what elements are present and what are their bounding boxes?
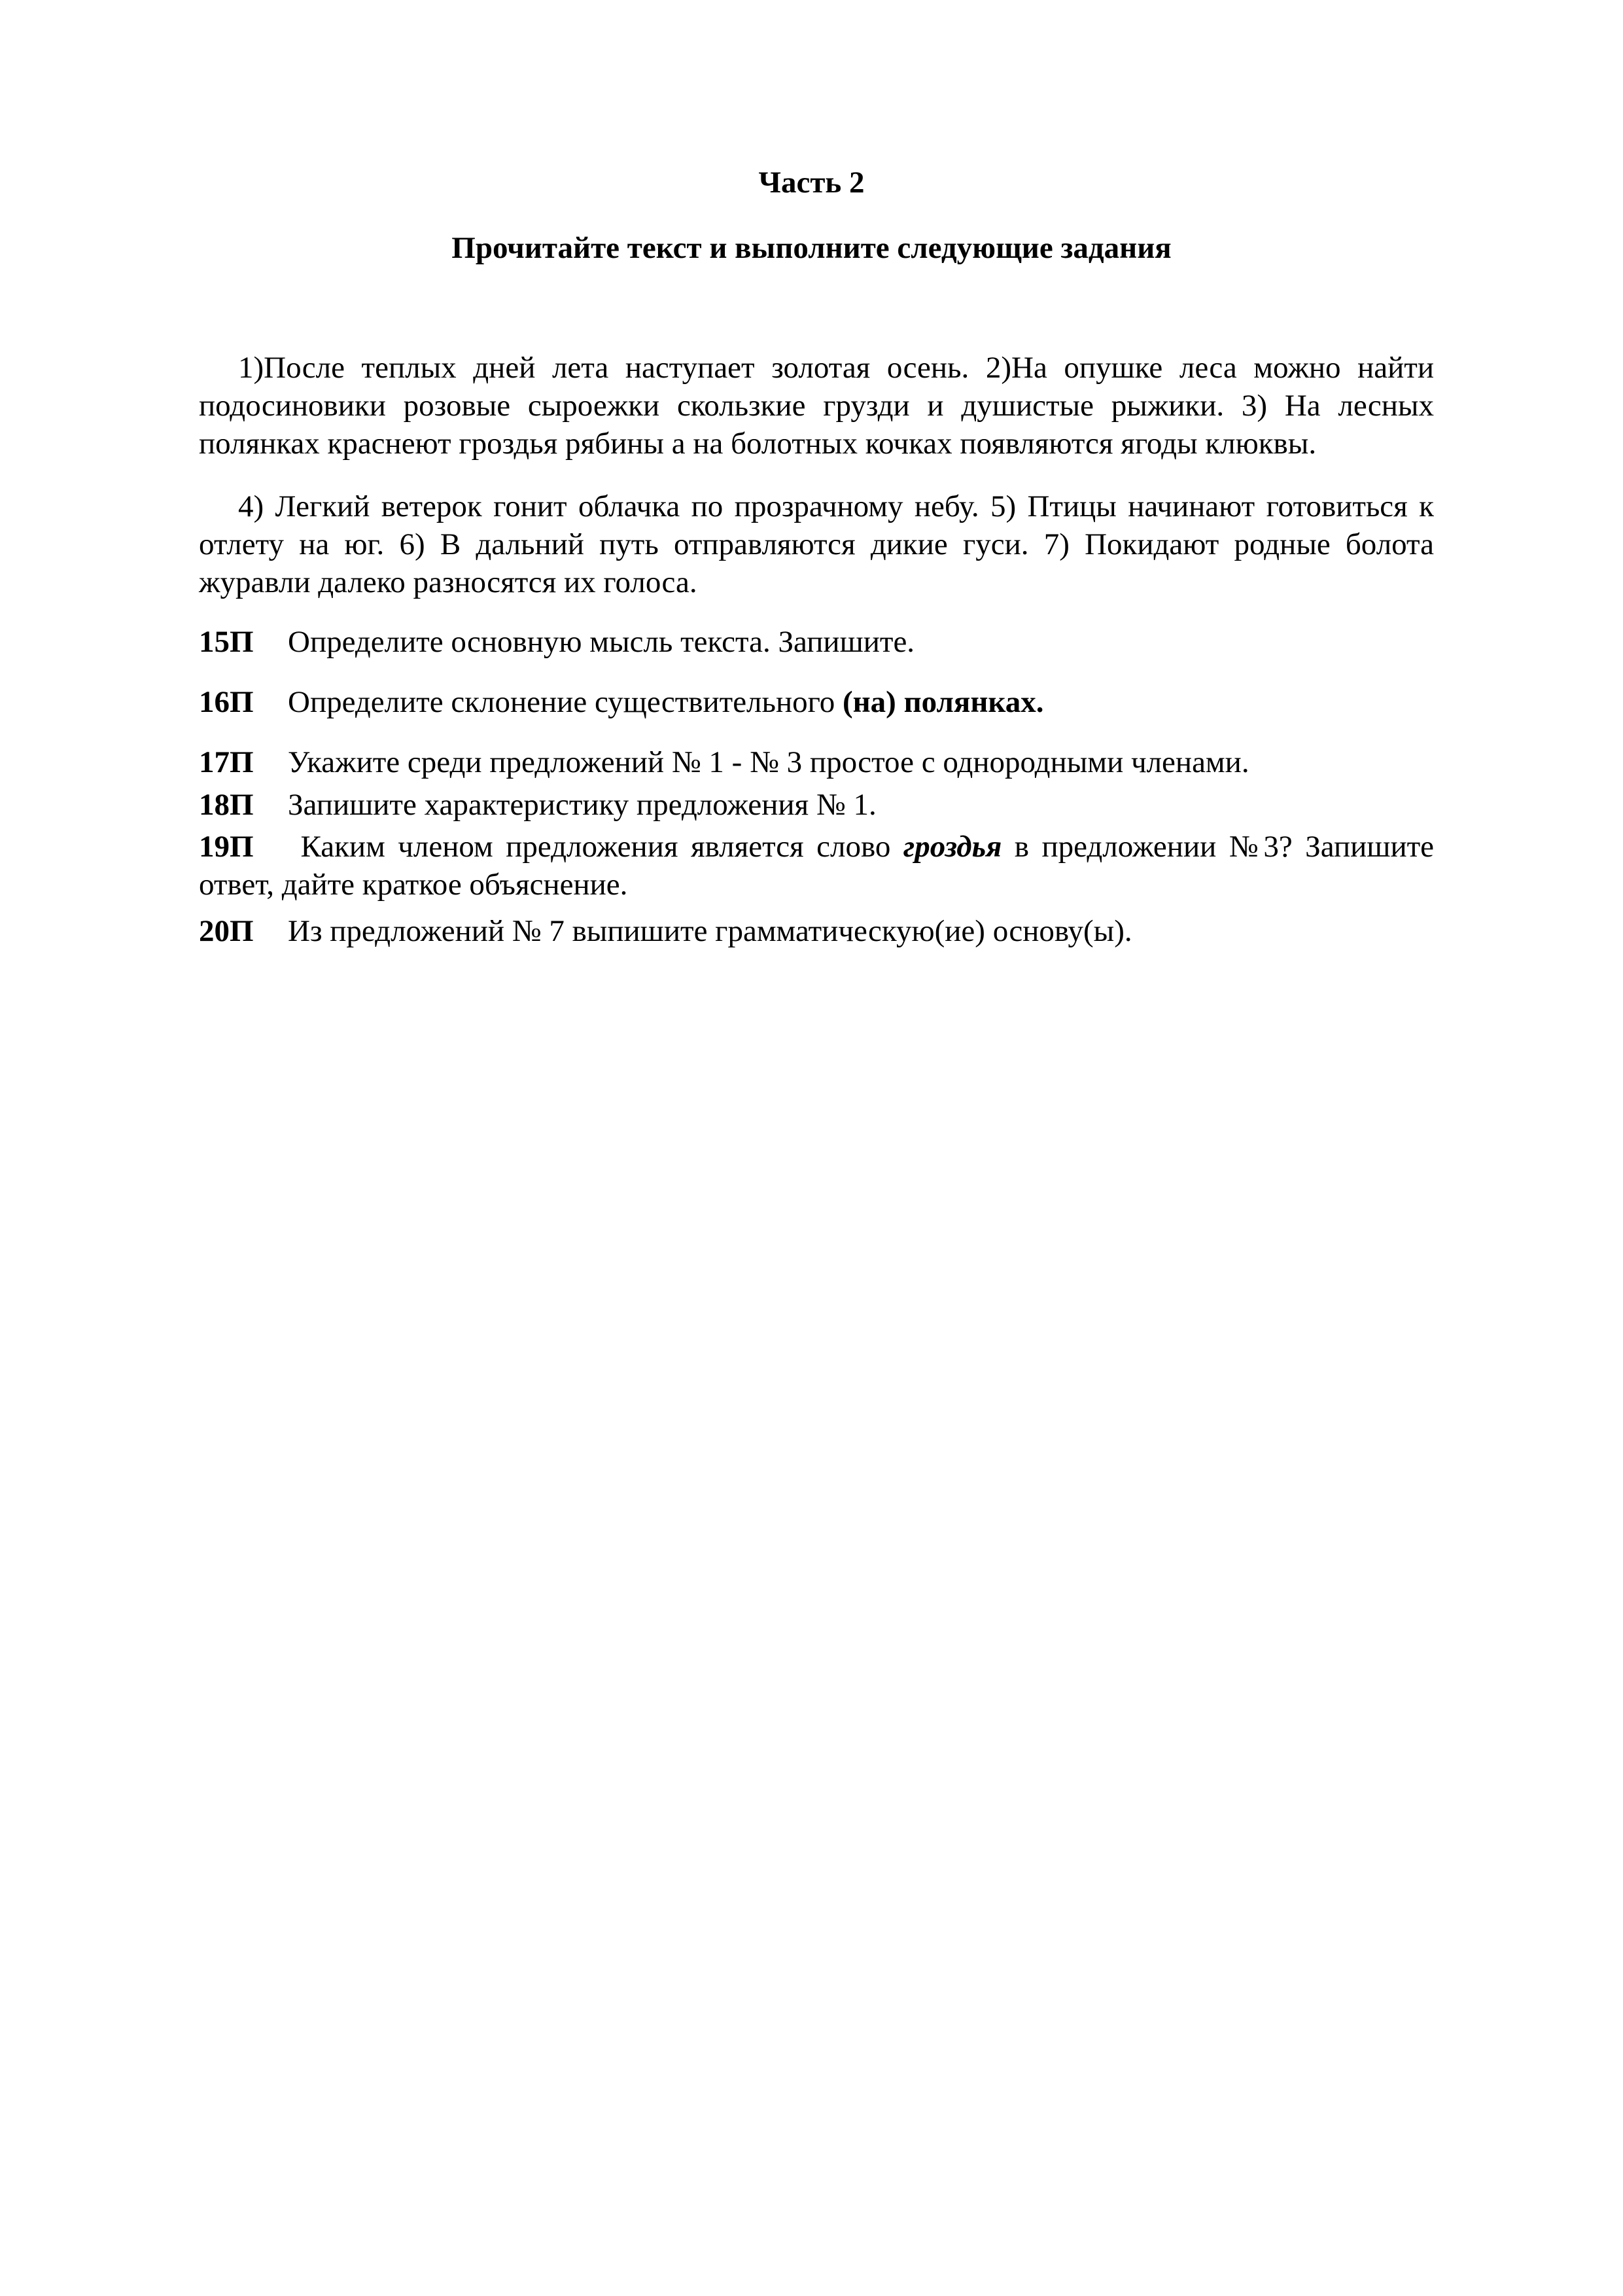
task-number: 20П (199, 914, 254, 948)
task-emphasized-word: гроздья (903, 830, 1002, 864)
task-20 (199, 912, 1434, 950)
task-text-continued: в предложении №3? Запишите ответ, дайте краткое объяснение. (199, 830, 1434, 902)
task-text: Укажите среди предложений № 1 - № 3 простое с однородными членами. (288, 745, 1249, 779)
task-18 (199, 786, 1434, 824)
task-number: 15П (199, 625, 254, 659)
task-text: Определите склонение существительного (288, 685, 843, 719)
task-bold-word: (на) полянках. (842, 685, 1044, 719)
text-paragraph-1: 1)После теплых дней лета наступает золотая осень. 2)На опушке леса можно найти подосиновики розовые сыроежки скользкие грузди и душистые рыжики. 3) На лесных полянках краснеют гроздья рябины а на болотных кочках появляются ягоды клюквы. (199, 351, 1434, 461)
task-text: Каким членом предложения является слово (288, 830, 903, 864)
task-text: Определите основную мысль текста. Запишите. (288, 625, 915, 659)
task-text: Из предложений № 7 выпишите грамматическую(ие) основу(ы). (288, 914, 1132, 948)
task-15 (199, 623, 1434, 661)
task-number: 17П (199, 745, 254, 779)
text-paragraph-2: 4) Легкий ветерок гонит облачка по прозрачному небу. 5) Птицы начинают готовиться к отлету на юг. 6) В дальний путь отправляются дикие гуси. 7) Покидают родные болота журавли далеко разносятся их голоса. (199, 489, 1434, 599)
part-title: Часть 2 (758, 166, 865, 200)
task-number: 16П (199, 685, 254, 719)
task-16 (199, 683, 1434, 721)
instruction-title: Прочитайте текст и выполните следующие задания (451, 231, 1172, 265)
task-19 (199, 828, 1434, 904)
task-number: 19П (199, 830, 254, 864)
task-number: 18П (199, 788, 254, 822)
task-text: Запишите характеристику предложения № 1. (288, 788, 877, 822)
task-17 (199, 743, 1434, 781)
